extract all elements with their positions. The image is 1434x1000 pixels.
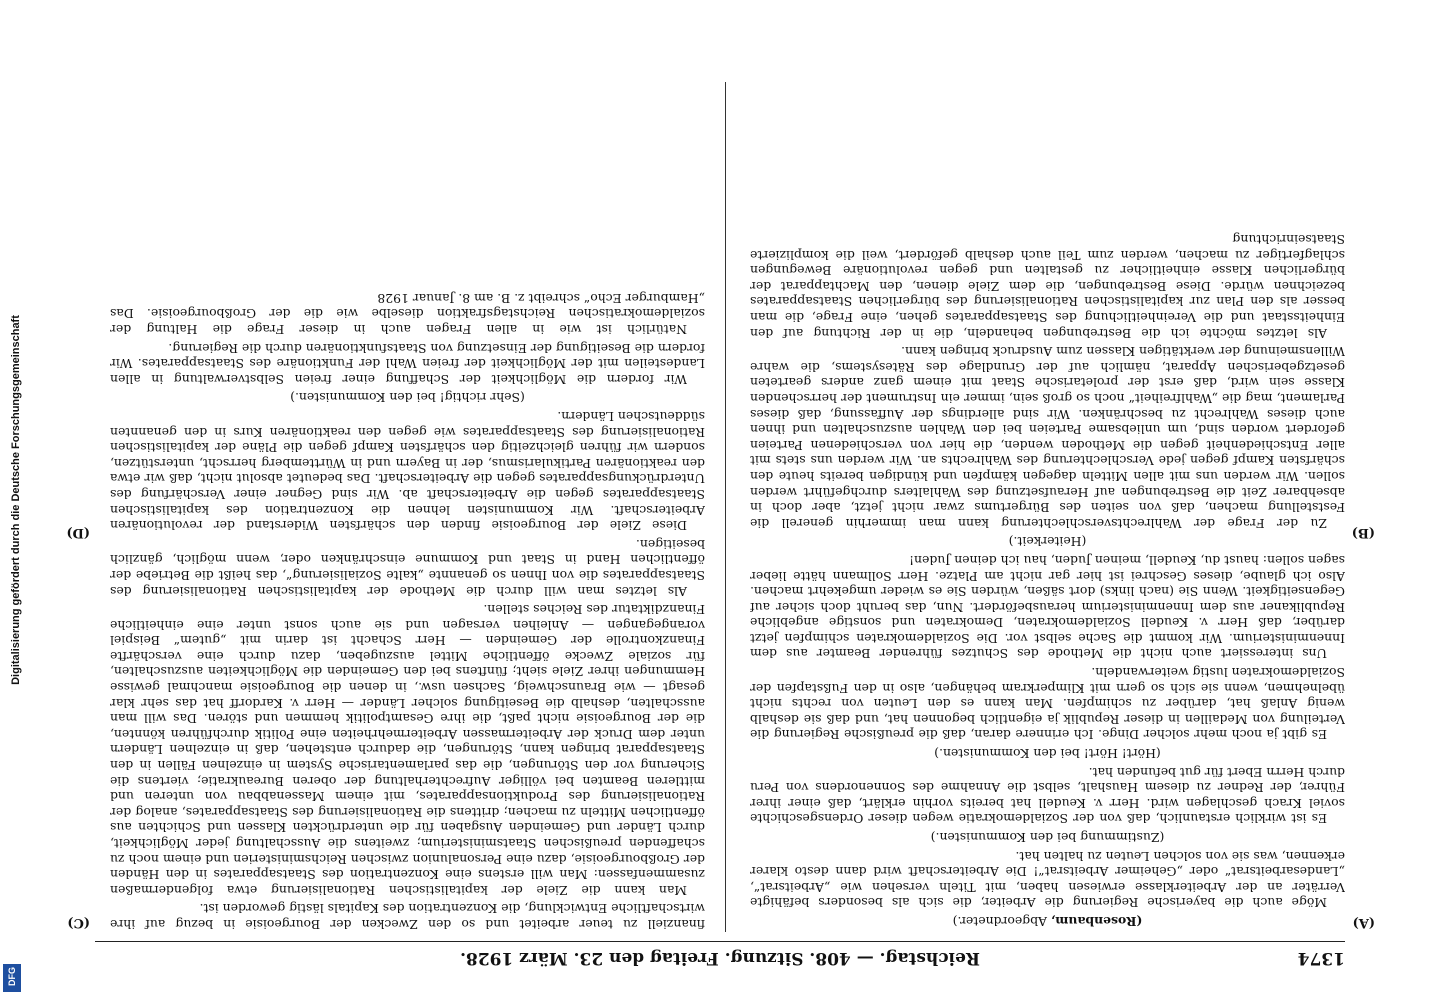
- dfg-logo: [3, 964, 21, 992]
- page-title: Reichstag. — 408. Sitzung. Freitag den 23. März 1928.: [460, 948, 980, 968]
- right-column: [110, 82, 705, 932]
- paragraph: Zu der Frage der Wahlrechtsverschlechterung kann man immerhin generell die Feststellung machen, daß von seiten des Bürgertums zwar nicht jetzt, aber doch in absehbarer Zeit die Bestrebungen auf Heraufsetzung des Wahlalters durchgeführt werden sollen. Wir werden uns mit allen Mitteln dagegen kämpfen und kündigen bereits heute den schärfsten Kampf gegen jede Verschlechterung des Wahlrechts an. Wir werden uns stets mit aller Entschiedenheit gegen die Methoden wenden, die hier von verschiedenen Parteien gefordert worden sind, um unliebsame Parteien bei den Wahlen auszuschalten und ihnen auch dieses Wahlrecht zu beschränken. Wir sind allerdings der Auffassung, daß dieses Parlament, mag die „Wahlfreiheit“ noch so groß sein, immer ein Instrument der herrschenden Klasse sein wird, daß erst der proletarische Staat mit einem ganz anders gearteten gesetzgeberischen Apparat, nämlich auf der Grundlage des Rätesystems, die wahre Willensmeinung der werktätigen Klassen zum Ausdruck bringen kann.: [750, 344, 1345, 531]
- margin-marker-d: (D): [66, 525, 90, 540]
- scanned-page: [66, 70, 1375, 970]
- paragraph: Wir fordern die Möglichkeit der Schaffung einer freien Selbstverwaltung in allen Landesteilen mit der Möglichkeit der freien Wahl der Funktionäre des Staatsapparates. Wir fordern die Beseitigung der Einsetzung von Staatsfunktionären durch die Regierung.: [110, 340, 705, 387]
- margin-marker-a: (A): [1352, 915, 1375, 930]
- paragraph: Möge auch die bayerische Regierung die Arbeiter, die sich als besonders befähigte Verräter an der Arbeiterklasse erwiesen haben, mit Titeln versehen wie „Arbeitsrat“, „Landesarbeitsrat“ oder „Geheimer Arbeitsrat“! Die Arbeiterschaft wird dann desto klarer erkennen, was sie von solchen Leuten zu halten hat.: [750, 848, 1345, 911]
- digitization-credit: [4, 0, 28, 1000]
- paragraph: Als letztes man will durch die Methode der kapitalistischen Rationalisierung des Staatsapparates die von Ihnen so genannte „kalte Sozialisierung“, das heißt die Betriebe der öffentlichen Hand in Staat und Kommune einschränken oder, wenn möglich, gänzlich beseitigen.: [110, 536, 705, 599]
- paragraph: Man kann die Ziele der kapitalistischen Rationalisierung etwa folgendermaßen zusammenfassen: Man will erstens eine Konzentration des Staatsapparates in den Händen der Großbourgeoisie, dazu eine Personalunion zwischen Reichsministerien und einem noch zu schaffenden preußischen Staatsministerium; zweitens die Ausschaltung jeder Möglichkeit, durch Länder und Gemeinden Ausgaben für die unterdrückten Klassen und Schichten aus öffentlichen Mitteln zu machen; drittens die Rationalisierung des Staatsapparates, analog der Rationalisierung des Produktionsapparates, mit einem Massenabbau von unteren und mittleren Beamten bei völliger Aufrechterhaltung der oberen Bureaukratie; viertens die Sicherung vor den Störungen, die das parlamentarische System in einzelnen Fällen in den Staatsapparat bringen kann, Störungen, die dadurch entstehen, daß in einzelnen Ländern unter dem Druck der Arbeitermassen Arbeitermehrheiten eine Politik durchführen könnten, die der Bourgeoisie nicht paßt, die ihre Gesamtpolitik hemmen und stören. Das will man ausschalten, deshalb die Beseitigung solcher Länder — Herr v. Kardorff hat das sehr klar gesagt — wie Braunschweig, Sachsen usw., in denen die Bourgeoisie manchmal gewisse Hemmungen ihrer Ziele sieht; fünftens bei den Gemeinden die Möglichkeiten auszuschalten, für soziale Zwecke öffentliche Mittel auszugeben, dazu durch eine verschärfte Finanzkontrolle der Gemeinden — Herr Schacht ist darin mit „gutem“ Beispiel vorangegangen — Anleihen versagen und sie auch sonst unter eine einheitliche Finanzdiktatur des Reiches stellen.: [110, 602, 705, 898]
- dfg-logo-text: DFG: [7, 967, 17, 986]
- speaker-line: [750, 913, 1345, 929]
- audience-reaction: (Hört! Hört! bei den Kommunisten.): [934, 746, 1161, 762]
- paragraph: Als letztes möchte ich die Bestrebungen behandeln, die in der Richtung auf den Einheitsstaat und die Vereinheitlichung des Staatsapparates gehen, eine Frage, die man besser als den Plan zur kapitalistischen Rationalisierung des bürgerlichen Staatsapparates bezeichnen würde. Diese Bestrebungen, die dem Ziele dienen, den Machtapparat der bürgerlichen Klasse einheitlicher zu gestalten und gegen revolutionäre Bewegungen schlagfertiger zu machen, werden zum Teil auch deshalb gefördert, weil die komplizierte Staatseinrichtung: [750, 232, 1345, 341]
- paragraph: Uns interessiert auch nicht die Methode des Schutzes führender Beamter aus dem Innenministerium. Wir kommt die Sache selbst vor. Die Sozialdemokraten schimpfen jetzt darüber, daß Herr v. Keudell Sozialdemokraten, Demokraten und sonstige angebliche Republikaner aus dem Innenministerium herausbefördert. Nun, das beruht doch sicher auf Gegenseitigkeit. Wenn Sie (nach links) dort säßen, würden Sie es wieder umgekehrt machen. Also ich glaube, dieses Geschrei ist hier gar nicht am Platze. Herr Sollmann hätte lieber sagen sollen: haust du, Keudell, meinen Juden, hau ich deinen Juden!: [750, 552, 1345, 662]
- left-column: [750, 82, 1345, 932]
- paragraph: Es ist wirklich erstaunlich, daß von der Sozialdemokratie wegen dieser Ordensgeschichte soviel Krach geschlagen wird. Herr v. Keudell hat bereits vorhin erklärt, daß einer ihrer Führer, der Redner zu diesem Haushalt, selbst die Annahme des Sonnenordens von Peru durch Herrn Ebert für gut befunden hat.: [750, 764, 1345, 827]
- page-header: [95, 941, 1345, 970]
- credit-text: Digitalisierung gefördert durch die Deutsche Forschungsgemeinschaft: [10, 315, 22, 685]
- paragraph: Natürlich ist wie in allen Fragen auch in dieser Frage die Haltung der sozialdemokratischen Reichstagsfraktion dieselbe wie die der Großbourgeoisie. Das „Hamburger Echo“ schreibt z. B. am 8. Januar 1928: [110, 290, 705, 338]
- page-number: 1374: [1297, 948, 1345, 968]
- paragraph: Diese Ziele der Bourgeoisie finden den schärfsten Widerstand der revolutionären Arbeiterschaft. Wir Kommunisten lehnen die Konzentration des kapitalistischen Staatsapparates gegen die Arbeiterschaft ab. Wir sind Gegner einer Verschärfung des Unterdrückungsapparates gegen die Arbeiterschaft. Das bedeutet absolut nicht, daß wir etwa den reaktionären Partikularismus, der in Bayern und in Württemberg herrscht, unterstützen, sondern wir führen gleichzeitig den schärfsten Kampf gegen die Pläne der kapitalistischen Rationalisierung des Staatsapparates wie gegen den reaktionären Kurs in den genannten süddeutschen Ländern.: [110, 409, 705, 534]
- audience-reaction: (Heiterkeit.): [1008, 534, 1087, 550]
- speaker-role: Abgeordneter.): [952, 914, 1048, 929]
- audience-reaction: (Zustimmung bei den Kommunisten.): [930, 830, 1165, 846]
- speaker-name: (Rosenbaum,: [1050, 914, 1143, 929]
- paragraph: finanziell zu teuer arbeitet und so den Zwecken der Bourgeoisie in bezug auf ihre wirtschaftliche Entwicklung, die Konzentration des Kapitals lästig geworden ist.: [110, 901, 705, 932]
- margin-marker-c: (C): [67, 915, 90, 930]
- paragraph: Es gibt ja noch mehr solcher Dinge. Ich erinnere daran, daß die preußische Regierung die Verteilung von Medaillen in dieser Republik ja eigentlich begonnen hat, und daß sie deshalb wenig Anlaß hat, darüber zu schimpfen. Man kann es den Leuten von rechts nicht übelnehmen, wenn sie sich so gern mit Klimperkram behängen, also in den Fußstapfen der Sozialdemokraten lustig weiterwandeln.: [750, 665, 1345, 743]
- audience-reaction: (Sehr richtig! bei den Kommunisten.): [290, 390, 525, 406]
- column-divider: [725, 82, 726, 932]
- margin-marker-b: (B): [1351, 525, 1375, 540]
